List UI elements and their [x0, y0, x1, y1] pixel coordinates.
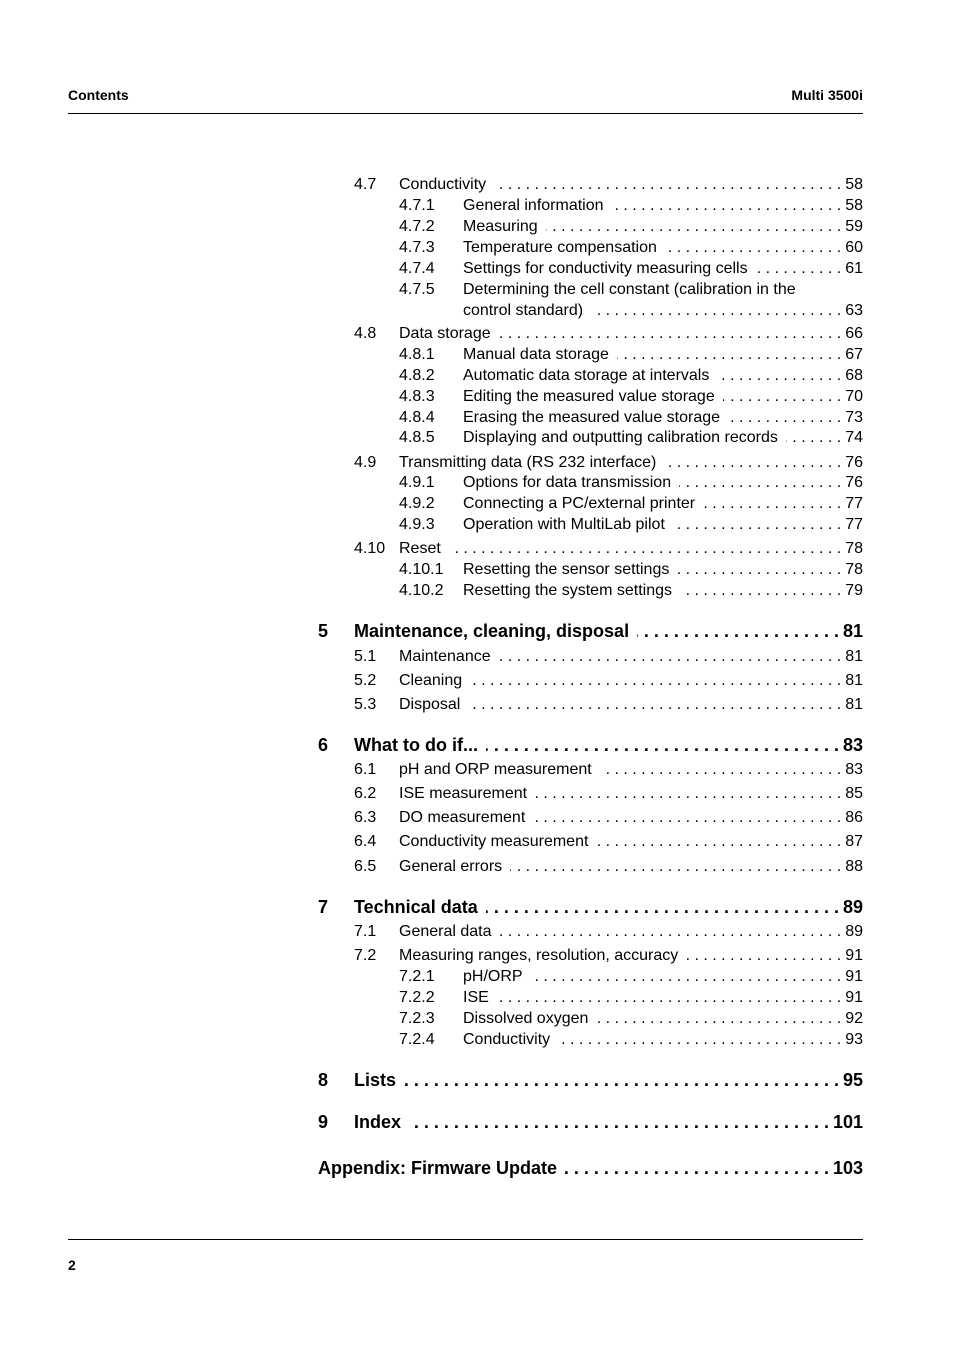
- toc-entry-page: 85: [845, 785, 863, 802]
- toc-entry[interactable]: [318, 454, 863, 476]
- toc-entry-number: 6.2: [354, 785, 377, 802]
- toc-entry-number: 7.2.3: [399, 1010, 435, 1027]
- toc-entry-title: Disposal: [399, 696, 461, 713]
- toc-entry-number: 4.9.1: [399, 474, 435, 491]
- toc-leader-dots: [486, 897, 839, 918]
- toc-entry-number: 4.8.4: [399, 409, 435, 426]
- toc-entry-title: Settings for conductivity measuring cells: [463, 260, 748, 277]
- toc-entry[interactable]: [318, 176, 863, 198]
- toc-entry[interactable]: [318, 968, 863, 990]
- toc-entry-page: 89: [845, 923, 863, 940]
- toc-entry-number: 4.8: [354, 325, 377, 342]
- toc-entry-page: 78: [845, 561, 863, 578]
- toc-entry-title: General information: [463, 197, 604, 214]
- toc-entry-title: Transmitting data (RS 232 interface): [399, 454, 657, 471]
- toc-entry[interactable]: [318, 648, 863, 670]
- toc-entry-page: 81: [845, 696, 863, 713]
- toc-entry-number: 6.3: [354, 809, 377, 826]
- toc-entry-number: 4.8.1: [399, 346, 435, 363]
- toc-leader-dots: [679, 474, 841, 492]
- toc-entry-page: 83: [842, 735, 863, 755]
- toc-entry-title: Index: [354, 1112, 402, 1132]
- toc-entry-page: 89: [842, 897, 863, 917]
- toc-entry-page: 86: [845, 809, 863, 826]
- toc-leader-dots: [664, 454, 841, 472]
- toc-leader-dots: [499, 648, 842, 666]
- toc-entry-title: Erasing the measured value storage: [463, 409, 721, 426]
- toc-entry-page: 74: [845, 429, 863, 446]
- toc-leader-dots: [596, 833, 841, 851]
- toc-entry-page: 70: [845, 388, 863, 405]
- toc-entry[interactable]: [318, 582, 863, 604]
- toc-leader-dots: [756, 260, 842, 278]
- toc-entry-number: 7.2.4: [399, 1031, 435, 1048]
- toc-entry-page: 63: [845, 302, 863, 319]
- toc-entry-title: Conductivity: [399, 176, 487, 193]
- toc-entry-title: Cleaning: [399, 672, 463, 689]
- toc-entry[interactable]: [318, 989, 863, 1011]
- toc-entry-title: Appendix: Firmware Update: [318, 1158, 558, 1178]
- toc-leader-dots: [686, 947, 841, 965]
- toc-entry[interactable]: [318, 1112, 863, 1134]
- toc-entry-title: Maintenance: [399, 648, 491, 665]
- toc-entry[interactable]: [318, 429, 863, 451]
- toc-leader-dots: [500, 923, 842, 941]
- toc-entry[interactable]: [318, 325, 863, 347]
- toc-entry-number: 7.2.1: [399, 968, 435, 985]
- toc-entry-number: 4.8.2: [399, 367, 435, 384]
- toc-entry-page: 76: [845, 454, 863, 471]
- toc-entry-page: 73: [845, 409, 863, 426]
- toc-entry-page: 101: [832, 1112, 863, 1132]
- toc-entry-page: 60: [845, 239, 863, 256]
- toc-entry[interactable]: [318, 696, 863, 718]
- toc-leader-dots: [558, 1031, 841, 1049]
- toc-leader-dots: [703, 495, 841, 513]
- toc-entry-page: 88: [845, 858, 863, 875]
- toc-entry-number: 6.4: [354, 833, 377, 850]
- toc-entry[interactable]: [318, 672, 863, 694]
- toc-entry-number: 4.9.3: [399, 516, 435, 533]
- toc-leader-dots: [533, 809, 841, 827]
- toc-entry-page: 83: [845, 761, 863, 778]
- toc-entry-title: What to do if...: [354, 735, 478, 755]
- toc-leader-dots: [531, 968, 842, 986]
- toc-entry-title: Reset: [399, 540, 441, 557]
- toc-entry-page: 91: [845, 989, 863, 1006]
- toc-entry[interactable]: [318, 239, 863, 261]
- toc-entry-page: 81: [845, 648, 863, 665]
- toc-leader-dots: [510, 858, 841, 876]
- toc-entry-number: 5: [318, 621, 329, 641]
- toc-leader-dots: [497, 989, 841, 1007]
- toc-leader-dots: [596, 1010, 841, 1028]
- toc-leader-dots: [404, 1070, 839, 1091]
- toc-entry[interactable]: [318, 1031, 863, 1053]
- toc-leader-dots: [665, 239, 841, 257]
- toc-entry-title: Determining the cell constant (calibration in the: [463, 281, 796, 298]
- toc-entry-number: 6.1: [354, 761, 377, 778]
- toc-entry-number: 4.8.3: [399, 388, 435, 405]
- toc-entry[interactable]: [318, 809, 863, 831]
- toc-entry-page: 67: [845, 346, 863, 363]
- toc-entry[interactable]: [318, 1070, 863, 1092]
- toc-entry-page: 68: [845, 367, 863, 384]
- toc-leader-dots: [617, 346, 841, 364]
- toc-entry[interactable]: [318, 897, 863, 919]
- toc-leader-dots: [470, 672, 841, 690]
- toc-entry-page: 81: [842, 621, 863, 641]
- toc-entry[interactable]: [318, 281, 863, 303]
- toc-entry-number: 4.7.5: [399, 281, 435, 298]
- toc-entry[interactable]: [318, 346, 863, 368]
- toc-entry[interactable]: [318, 785, 863, 807]
- toc-entry-title: Measuring ranges, resolution, accuracy: [399, 947, 679, 964]
- toc-leader-dots: [409, 1112, 829, 1133]
- toc-entry-title: Automatic data storage at intervals: [463, 367, 710, 384]
- toc-entry-title: Resetting the system settings: [463, 582, 672, 599]
- toc-entry-number: 8: [318, 1070, 329, 1090]
- toc-entry-title: Options for data transmission: [463, 474, 672, 491]
- toc-leader-dots: [612, 197, 842, 215]
- toc-entry[interactable]: [318, 197, 863, 219]
- toc-entry[interactable]: [318, 1010, 863, 1032]
- toc-leader-dots: [494, 176, 841, 194]
- toc-entry-title: Maintenance, cleaning, disposal: [354, 621, 630, 641]
- toc-leader-dots: [786, 429, 841, 447]
- toc-entry-title: Connecting a PC/external printer: [463, 495, 696, 512]
- toc-entry-number: 5.2: [354, 672, 377, 689]
- toc-entry-page: 77: [845, 516, 863, 533]
- toc-entry-number: 4.9: [354, 454, 377, 471]
- toc-entry-page: 95: [842, 1070, 863, 1090]
- toc-entry-number: 4.9.2: [399, 495, 435, 512]
- toc-leader-dots: [535, 785, 841, 803]
- toc-entry-page: 81: [845, 672, 863, 689]
- toc-entry-title: Manual data storage: [463, 346, 609, 363]
- toc-entry-number: 7.1: [354, 923, 377, 940]
- toc-leader-dots: [717, 367, 841, 385]
- toc-entry-page: 58: [845, 197, 863, 214]
- toc-entry[interactable]: [318, 833, 863, 855]
- toc-entry-title: Measuring: [463, 218, 538, 235]
- toc-entry-number: 7: [318, 897, 329, 917]
- toc-leader-dots: [499, 325, 842, 343]
- toc-entry[interactable]: [318, 858, 863, 880]
- toc-entry-title: Displaying and outputting calibration records: [463, 429, 778, 446]
- toc-leader-dots: [468, 696, 841, 714]
- toc-entry-title: Lists: [354, 1070, 397, 1090]
- toc-entry-number: 4.7.3: [399, 239, 435, 256]
- toc-entry-page: 103: [832, 1158, 863, 1178]
- toc-entry-title: pH and ORP measurement: [399, 761, 592, 778]
- toc-entry-number: 4.7.2: [399, 218, 435, 235]
- toc-entry-number: 9: [318, 1112, 329, 1132]
- toc-entry-title: pH/ORP: [463, 968, 523, 985]
- toc-entry-title: Operation with MultiLab pilot: [463, 516, 665, 533]
- toc-entry-page: 78: [845, 540, 863, 557]
- toc-entry[interactable]: [318, 409, 863, 431]
- toc-entry-title-continued: control standard): [463, 302, 584, 319]
- toc-entry-number: 5.3: [354, 696, 377, 713]
- toc-leader-dots: [591, 302, 841, 320]
- toc-leader-dots: [680, 582, 841, 600]
- toc-entry-title: ISE: [463, 989, 489, 1006]
- toc-entry-title: Conductivity measurement: [399, 833, 589, 850]
- toc-entry-number: 6.5: [354, 858, 377, 875]
- toc-entry[interactable]: [318, 735, 863, 757]
- toc-entry-page: 58: [845, 176, 863, 193]
- running-header-right: Multi 3500i: [791, 87, 863, 103]
- toc-entry-page: 59: [845, 218, 863, 235]
- toc-entry[interactable]: [318, 1158, 863, 1180]
- toc-entry-title: General data: [399, 923, 492, 940]
- toc-entry[interactable]: [318, 621, 863, 643]
- toc-leader-dots: [449, 540, 841, 558]
- toc-entry-title: Resetting the sensor settings: [463, 561, 670, 578]
- page-number: 2: [68, 1257, 76, 1273]
- toc-entry-title: Editing the measured value storage: [463, 388, 715, 405]
- toc-leader-dots: [677, 561, 841, 579]
- toc-entry-title: General errors: [399, 858, 503, 875]
- toc-leader-dots: [600, 761, 842, 779]
- toc-entry-number: 4.7.4: [399, 260, 435, 277]
- toc-entry-title: Dissolved oxygen: [463, 1010, 589, 1027]
- toc-entry[interactable]: [318, 260, 863, 282]
- toc-entry-page: 87: [845, 833, 863, 850]
- toc-leader-dots: [723, 388, 841, 406]
- toc-entry[interactable]: [318, 516, 863, 538]
- toc-entry[interactable]: [318, 947, 863, 969]
- toc-entry-number: 4.7.1: [399, 197, 435, 214]
- toc-leader-dots: [486, 735, 839, 756]
- toc-entry-title: Conductivity: [463, 1031, 551, 1048]
- toc-entry-number: 4.8.5: [399, 429, 435, 446]
- toc-entry[interactable]: [318, 540, 863, 562]
- toc-entry[interactable]: [318, 761, 863, 783]
- toc-entry-page: 77: [845, 495, 863, 512]
- toc-leader-dots: [565, 1158, 829, 1179]
- toc-entry[interactable]: [318, 474, 863, 496]
- toc-entry[interactable]: [318, 367, 863, 389]
- toc-entry-number: 4.10.1: [399, 561, 444, 578]
- toc-entry-title: DO measurement: [399, 809, 526, 826]
- toc-entry-title: ISE measurement: [399, 785, 528, 802]
- running-header-left: Contents: [68, 87, 129, 103]
- toc-entry-number: 4.7: [354, 176, 377, 193]
- toc-entry[interactable]: [318, 218, 863, 240]
- toc-entry-continuation[interactable]: [463, 302, 863, 324]
- toc-entry-page: 91: [845, 968, 863, 985]
- toc-entry-page: 66: [845, 325, 863, 342]
- toc-entry[interactable]: [318, 561, 863, 583]
- toc-entry-number: 7.2.2: [399, 989, 435, 1006]
- toc-entry[interactable]: [318, 923, 863, 945]
- toc-entry-number: 6: [318, 735, 329, 755]
- toc-entry-title: Technical data: [354, 897, 478, 917]
- toc-leader-dots: [673, 516, 841, 534]
- toc-entry-page: 79: [845, 582, 863, 599]
- toc-entry-page: 61: [845, 260, 863, 277]
- toc-entry-number: 4.10: [354, 540, 386, 557]
- footer-rule: [68, 1239, 863, 1240]
- toc-entry-number: 7.2: [354, 947, 377, 964]
- toc-leader-dots: [728, 409, 841, 427]
- header-rule: [68, 113, 863, 114]
- toc-entry-page: 91: [845, 947, 863, 964]
- toc-entry-page: 76: [845, 474, 863, 491]
- toc-entry[interactable]: [318, 495, 863, 517]
- toc-leader-dots: [637, 621, 839, 642]
- toc-leader-dots: [546, 218, 842, 236]
- toc-entry-title: Temperature compensation: [463, 239, 657, 256]
- toc-entry-number: 4.10.2: [399, 582, 444, 599]
- toc-entry-page: 93: [845, 1031, 863, 1048]
- toc-entry-title: Data storage: [399, 325, 491, 342]
- toc-entry[interactable]: [318, 388, 863, 410]
- toc-entry-page: 92: [845, 1010, 863, 1027]
- toc-entry-number: 5.1: [354, 648, 377, 665]
